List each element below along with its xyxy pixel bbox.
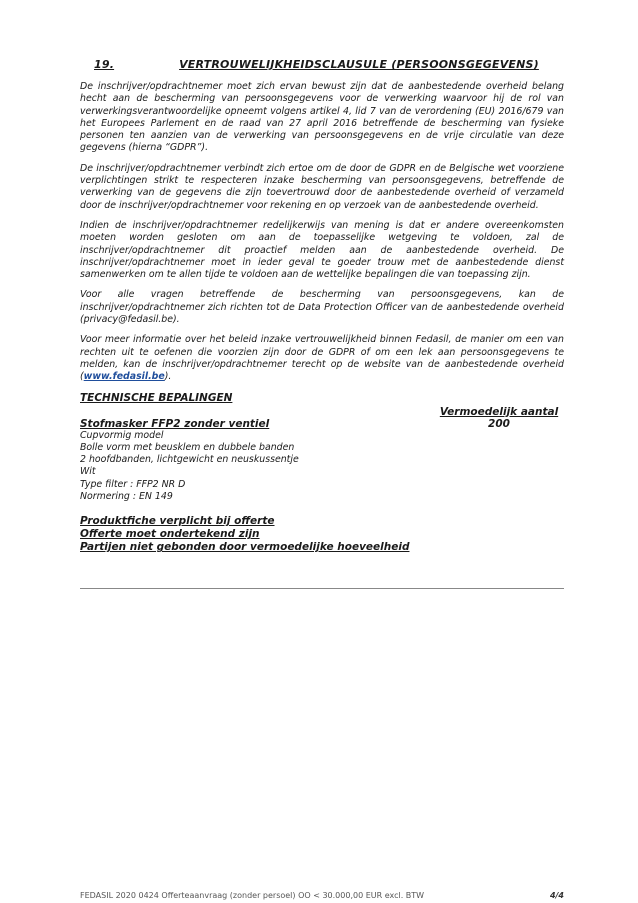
footer-text: FEDASIL 2020 0424 Offerteaanvraag (zonder persoel) OO < 30.000,00 EUR excl. BTW [80,891,425,900]
spec-line: 2 hoofdbanden, lichtgewicht en neuskussentje [80,454,299,466]
spec-line: Type filter : FFP2 NR D [80,478,186,490]
section-heading [94,58,564,71]
note-line: Partijen niet gebonden door vermoedelijke hoeveelheid [80,541,410,554]
paragraph-5-text: Voor meer informatie over het beleid inzake vertrouwelijkheid binnen Fedasil, de manier om een van rechten uit te oefenen die voorzien zijn door de GDPR of om een lek aan persoonsgegevens te melden, kan de inschrijver/opdrachtnemer terecht op de website van de aanbestedende overheid ( [80,334,564,383]
paragraph-5-end: ). [164,371,172,383]
product-row [80,406,564,430]
note-line: Produktfiche verplicht bij offerte [80,515,275,528]
product-name: Stofmasker FFP2 zonder ventiel [80,417,270,430]
horizontal-divider [80,588,564,589]
paragraph-2: De inschrijver/opdrachtnemer verbindt zich ertoe om de door de GDPR en de Belgische wet voorziene verplichtingen strikt te respecteren inzake bescherming van persoonsgegevens, betreffende de verwerking van de gegevens die zijn toevertrouwd door de aanbestedende overheid of verzameld door de inschrijver/opdrachtnemer voor rekening en op verzoek van de aanbestedende overheid. [80,162,564,211]
technical-title: TECHNISCHE BEPALINGEN [80,391,233,404]
fedasil-website-link[interactable]: www.fedasil.be [83,371,165,383]
quantity-block [434,406,564,430]
paragraph-1: De inschrijver/opdrachtnemer moet zich ervan bewust zijn dat de aanbestedende overheid belang hecht aan de bescherming van persoonsgegevens voor de verwerking waarvoor hij de rol van verwerkingsverantwoordelijke opneemt volgens artikel 4, lid 7 van de verordening (EU) 2016/679 van het Europees Parlement en de raad van 27 april 2016 betreffende de bescherming van fysieke personen ten aanzien van de verwerking van persoonsgegevens en de vrije circulatie van deze gegevens (hierna “GDPR”). [80,81,564,154]
quantity-value: 200 [488,417,510,430]
document-page [80,58,564,554]
quantity-label: Vermoedelijk aantal [439,405,559,418]
spec-line: Normering : EN 149 [80,491,173,503]
section-title: VERTROUWELIJKHEIDSCLAUSULE (PERSOONSGEGEVENS) [179,58,539,71]
spec-line: Bolle vorm met beusklem en dubbele banden [80,441,295,453]
paragraph-4: Voor alle vragen betreffende de bescherming van persoonsgegevens, kan de inschrijver/opdrachtnemer zich richten tot de Data Protection Officer van de aanbestedende overheid (privacy@fedasil.be). [80,289,564,326]
page-number: 4/4 [549,891,564,900]
spec-line: Cupvormig model [80,429,164,441]
section-number: 19. [94,58,115,71]
paragraph-5 [80,334,564,383]
page-footer [80,891,564,900]
note-line: Offerte moet ondertekend zijn [80,528,260,541]
spec-line: Wit [80,466,96,478]
paragraph-3: Indien de inschrijver/opdrachtnemer redelijkerwijs van mening is dat er andere overeenkomsten moeten worden gesloten om aan de toepasselijke wetgeving te voldoen, zal de inschrijver/opdrachtnemer dit proactief melden aan de aanbestedende overheid. De inschrijver/opdrachtnemer moet in ieder geval te goeder trouw met de aanbestedende dienst samenwerken om te allen tijde te voldoen aan de wettelijke bepalingen die van toepassing zijn. [80,219,564,281]
notes-block [80,515,564,554]
